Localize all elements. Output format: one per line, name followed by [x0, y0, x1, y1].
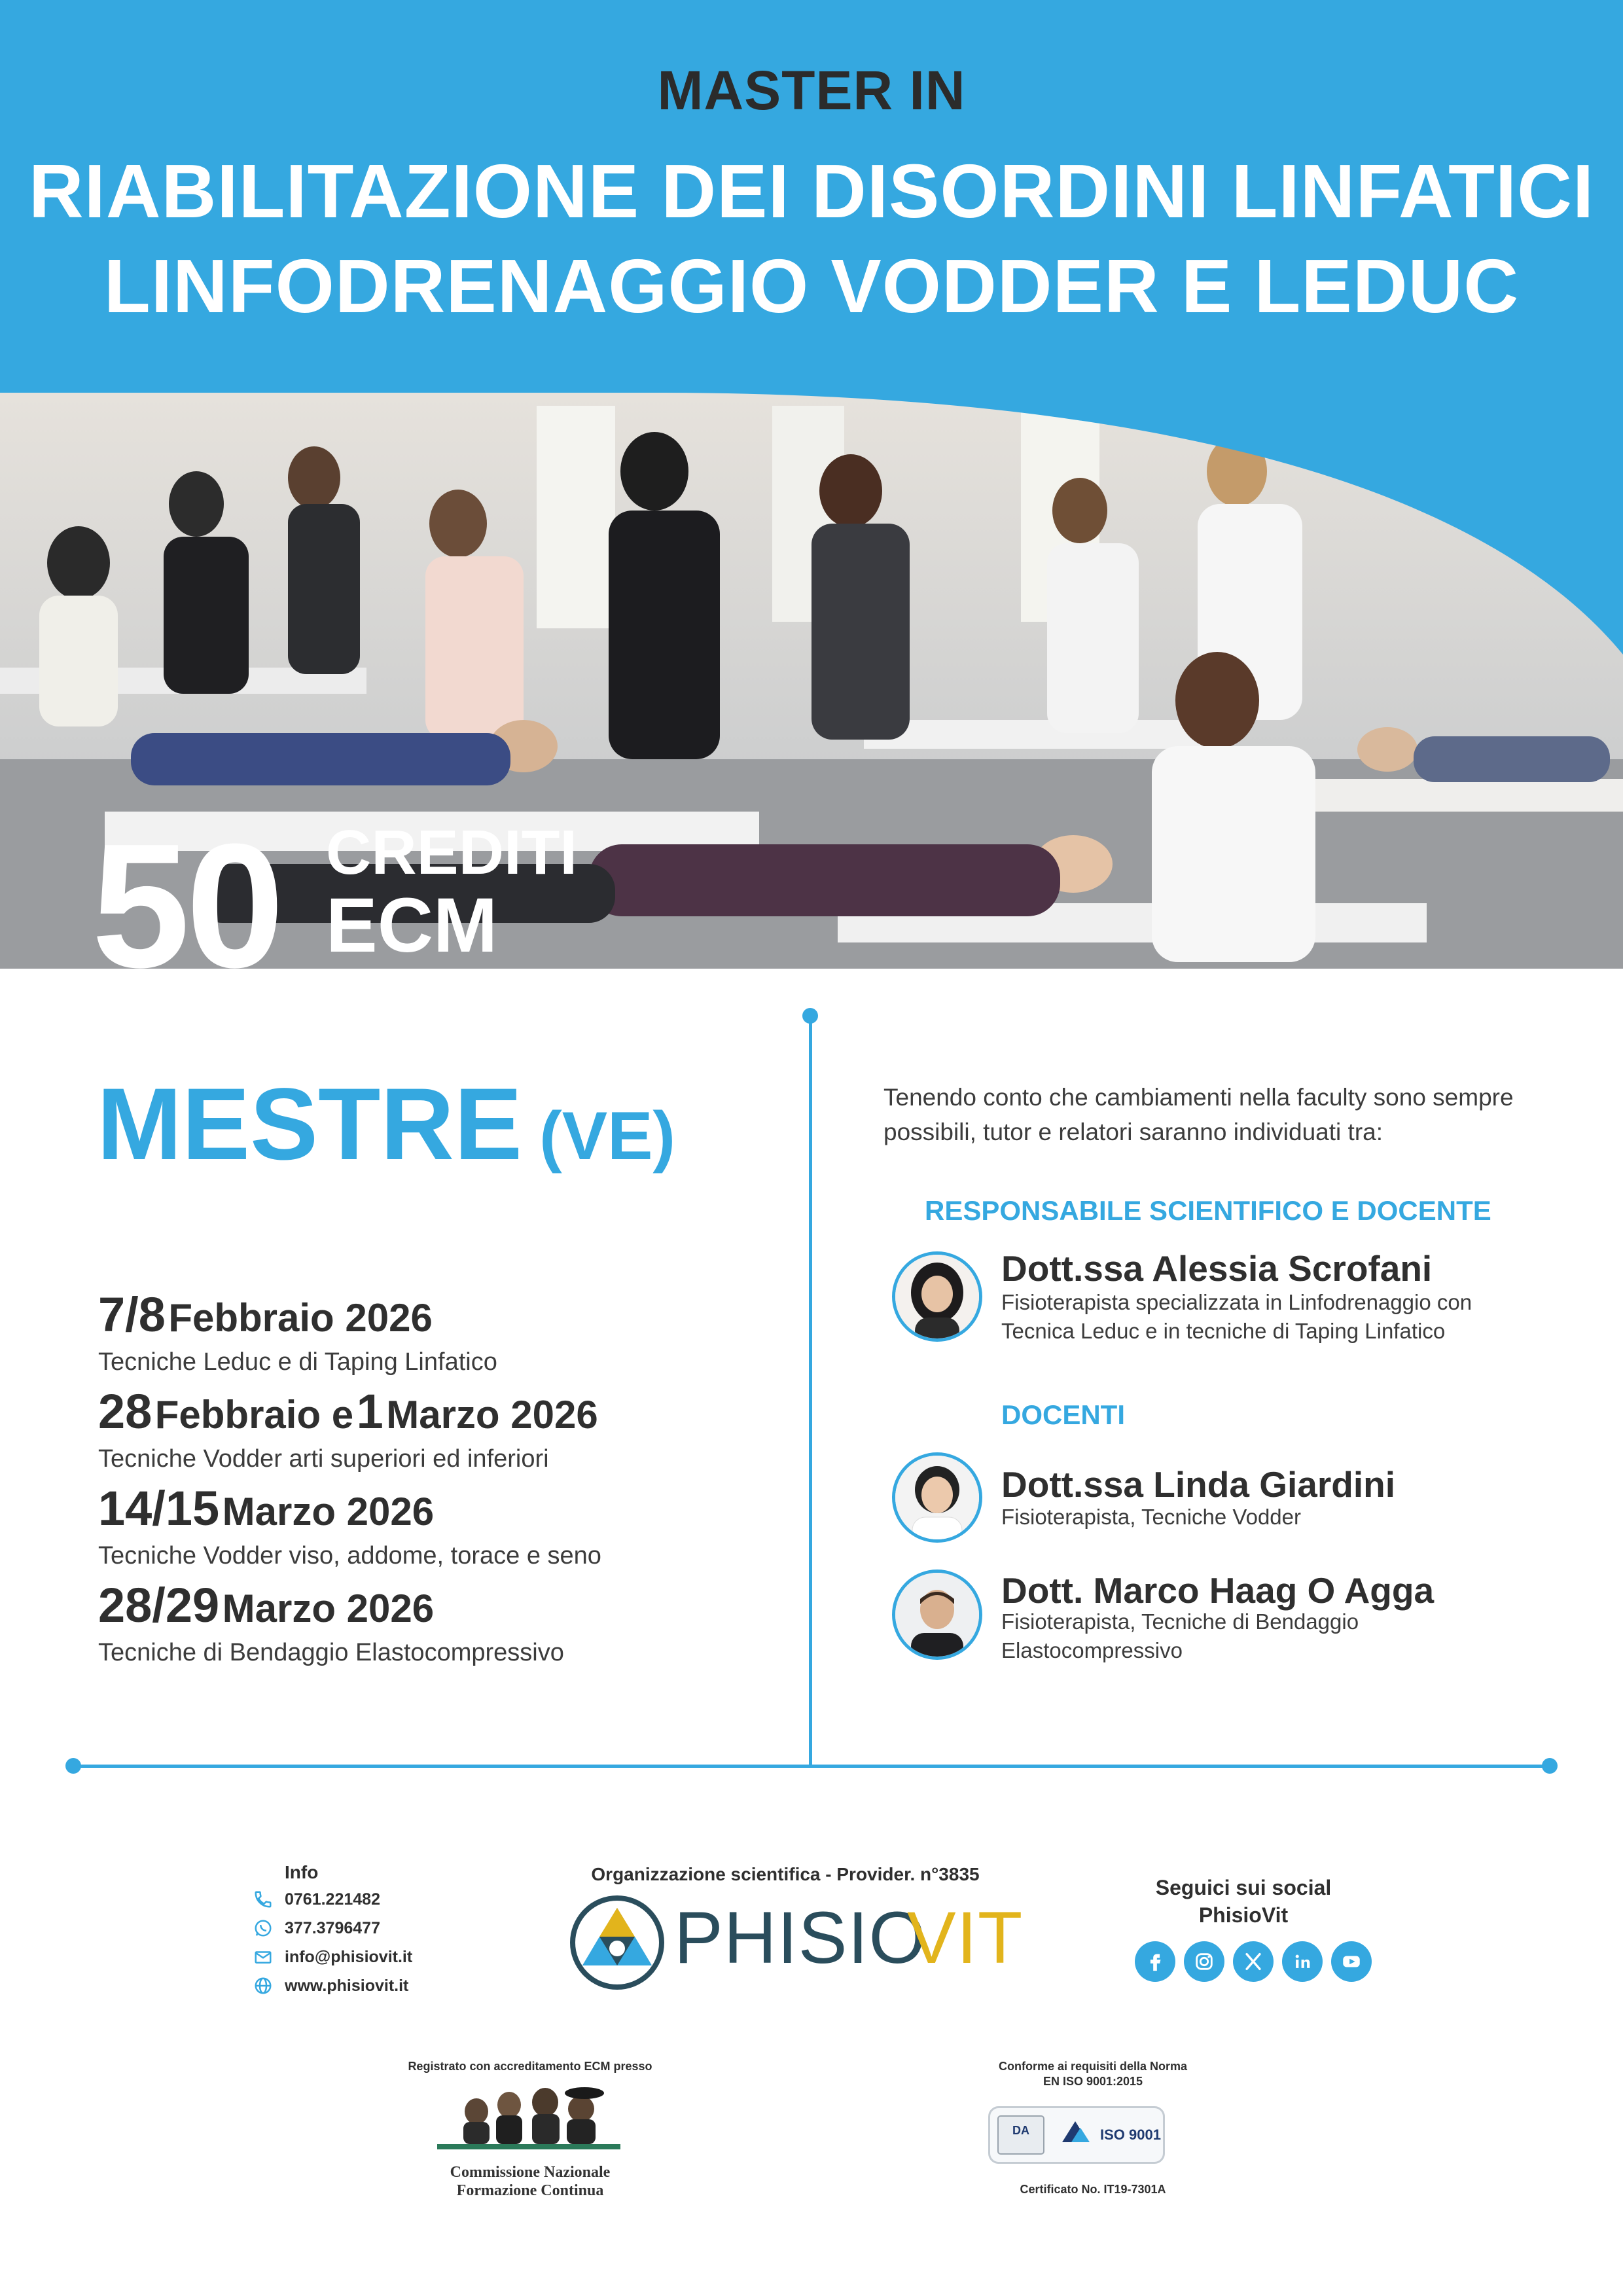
person-role: Fisioterapista specializzata in Linfodrenaggio con Tecnica Leduc e in tecniche di Taping Linfatico: [1001, 1290, 1472, 1343]
iso-certification-badge: [988, 2106, 1165, 2164]
header-banner: [0, 0, 1623, 406]
session-topic: Tecniche Vodder arti superiori ed inferiori: [98, 1445, 549, 1473]
info-title: Info: [285, 1862, 319, 1882]
session-date-days: 28/29: [98, 1578, 220, 1632]
person-name: Dott.ssa Linda Giardini: [1001, 1464, 1396, 1505]
info-email: info@phisiovit.it: [285, 1947, 413, 1966]
session-2: [98, 1384, 792, 1473]
session-date-month: Marzo 2026: [222, 1490, 435, 1534]
whatsapp-icon: [252, 1917, 274, 1939]
person-role: Fisioterapista, Tecniche Vodder: [1001, 1505, 1301, 1529]
iso-conformity: [929, 2059, 1257, 2089]
cnfc-name-line1: Commissione Nazionale: [450, 2164, 611, 2181]
session-topic: Tecniche Leduc e di Taping Linfatico: [98, 1348, 497, 1376]
iso-badge-label: ISO 9001: [1100, 2126, 1161, 2143]
course-title-line1: RIABILITAZIONE DEI DISORDINI LINFATICI: [28, 149, 1595, 234]
session-topic: Tecniche di Bendaggio Elastocompressivo: [98, 1639, 564, 1666]
logo-wordmark-vit: VIT: [907, 1897, 1024, 1979]
person-role: Fisioterapista, Tecniche di Bendaggio Elastocompressivo: [1001, 1609, 1359, 1662]
info-whatsapp-row[interactable]: [252, 1915, 380, 1941]
logo-wordmark-phisio: PHISIO: [674, 1897, 927, 1979]
session-date-month: Febbraio e: [154, 1393, 354, 1437]
session-date-month: Febbraio 2026: [168, 1296, 433, 1340]
session-topic: Tecniche Vodder viso, addome, torace e seno: [98, 1542, 601, 1570]
session-date-month: Marzo 2026: [222, 1587, 435, 1630]
session-date-days: 28: [98, 1384, 152, 1439]
province: (VE): [539, 1098, 676, 1174]
cnfc-logo-image: [437, 2079, 620, 2157]
social-title: Seguici sui social: [1155, 1876, 1332, 1899]
session-date-days: 7/8: [98, 1287, 166, 1342]
avatar-linda-giardini: [892, 1452, 982, 1543]
phisiovit-logo-icon: [568, 1893, 666, 1992]
iso-conformity-line2: EN ISO 9001:2015: [1043, 2075, 1143, 2088]
location-heading: [97, 1067, 676, 1181]
divider-dot-top: [802, 1008, 818, 1024]
info-web: www.phisiovit.it: [285, 1976, 409, 1995]
info-phone: 0761.221482: [285, 1890, 380, 1909]
linkedin-icon[interactable]: [1282, 1941, 1323, 1982]
info-web-row[interactable]: [252, 1973, 408, 1999]
instagram-icon[interactable]: [1184, 1941, 1224, 1982]
divider-dot-left: [65, 1758, 81, 1774]
ecm-credits-word2: ECM: [326, 882, 498, 969]
iso-conformity-line1: Conforme ai requisiti della Norma: [998, 2060, 1188, 2073]
certificate-number: Certificato No. IT19-7301A: [1020, 2183, 1166, 2196]
organizer-label: Organizzazione scientifica - Provider. n°3835: [591, 1864, 980, 1884]
facebook-icon[interactable]: [1135, 1941, 1175, 1982]
phone-icon: [252, 1888, 274, 1910]
accreditation-label: Registrato con accreditamento ECM presso: [408, 2060, 652, 2073]
responsible-heading: RESPONSABILE SCIENTIFICO E DOCENTE: [925, 1195, 1491, 1226]
mail-icon: [252, 1946, 274, 1968]
avatar-alessia-scrofani: [892, 1251, 982, 1342]
person-name: Dott.ssa Alessia Scrofani: [1001, 1248, 1433, 1289]
divider-dot-right: [1542, 1758, 1558, 1774]
session-1: [98, 1287, 792, 1376]
ecm-credits-word1: CREDITI: [326, 817, 577, 888]
faculty-intro: Tenendo conto che cambiamenti nella faculty sono sempre possibili, tutor e relatori saranno individuati tra:: [883, 1084, 1514, 1145]
info-email-row[interactable]: [252, 1944, 412, 1970]
session-date-month2: Marzo 2026: [386, 1393, 598, 1437]
session-date-day2: 1: [356, 1384, 383, 1439]
vertical-divider: [809, 1016, 812, 1767]
session-date-days: 14/15: [98, 1481, 220, 1535]
course-title-line2: LINFODRENAGGIO VODDER E LEDUC: [103, 243, 1520, 329]
x-icon[interactable]: [1233, 1941, 1274, 1982]
master-kicker: MASTER IN: [657, 60, 966, 121]
info-phone-row[interactable]: [252, 1886, 380, 1912]
info-whatsapp: 377.3796477: [285, 1918, 380, 1937]
person-name: Dott. Marco Haag O Agga: [1001, 1570, 1435, 1611]
cnfc-name-line2: Formazione Continua: [456, 2182, 604, 2199]
social-brand: PhisioVit: [1198, 1903, 1289, 1927]
youtube-icon[interactable]: [1331, 1941, 1372, 1982]
avatar-marco-haag: [892, 1570, 982, 1660]
teachers-heading: DOCENTI: [1001, 1399, 1125, 1430]
globe-icon: [252, 1975, 274, 1997]
horizontal-divider: [73, 1765, 1552, 1768]
cnfc-name: [419, 2163, 641, 2200]
city-name: MESTRE: [97, 1067, 523, 1181]
session-4: [98, 1578, 792, 1667]
svg-text:DA: DA: [1012, 2124, 1029, 2137]
session-3: [98, 1481, 792, 1570]
ecm-credits-number: 50: [92, 808, 281, 1005]
